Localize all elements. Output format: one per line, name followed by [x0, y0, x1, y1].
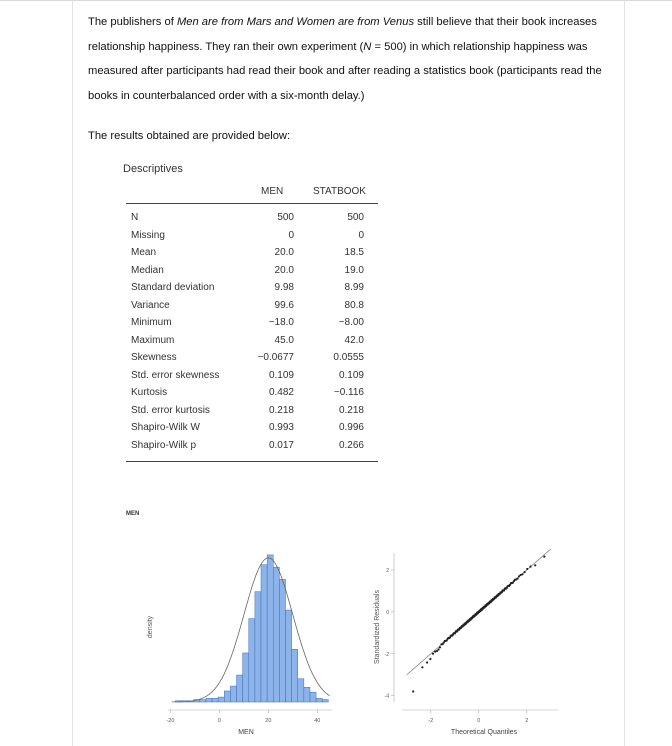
histogram-x-tick-label: 20	[265, 718, 272, 724]
intro-text-1: The publishers of	[88, 16, 177, 28]
statbook-value: −0.116	[333, 387, 364, 398]
histogram-bar	[304, 687, 310, 702]
row-label: Shapiro-Wilk p	[131, 439, 197, 451]
histogram-bar	[285, 610, 291, 702]
qq-point	[434, 651, 436, 653]
qq-y-tick-label: -4	[384, 693, 389, 700]
descriptives-table	[126, 182, 378, 462]
statbook-value: 0.996	[338, 422, 364, 433]
descriptives-title: Descriptives	[123, 163, 183, 175]
table-row	[126, 350, 378, 368]
row-label: Mean	[131, 247, 157, 258]
men-value: −0.0677	[257, 352, 294, 363]
n-symbol: N	[363, 40, 372, 53]
qq-point	[412, 690, 414, 692]
row-label: Std. error skewness	[131, 369, 220, 381]
statbook-value: 18.5	[344, 247, 364, 258]
histogram-bar	[316, 698, 322, 702]
histogram-bar	[255, 592, 261, 702]
histogram-bar	[322, 700, 328, 702]
histogram-bar	[279, 579, 285, 702]
qq-x-tick-label: 2	[525, 718, 529, 724]
histogram-bar	[212, 698, 218, 702]
statbook-value: 0.0555	[333, 352, 364, 363]
row-label: N	[131, 212, 139, 223]
histogram-x-tick-label: 40	[314, 718, 321, 724]
men-value: 20.0	[274, 247, 294, 258]
histogram-bar	[292, 649, 298, 702]
table-row	[126, 403, 378, 421]
men-value: 9.98	[274, 282, 294, 293]
qq-point	[521, 573, 523, 575]
table-row	[126, 438, 378, 456]
qq-point	[524, 571, 526, 573]
qq-point	[439, 646, 441, 648]
histogram-bar	[218, 697, 224, 702]
histogram-bar	[298, 679, 304, 702]
table-row	[126, 385, 378, 403]
table-row	[126, 298, 378, 316]
table-body	[126, 204, 378, 462]
statbook-value: 500	[347, 212, 364, 223]
table-row	[126, 228, 378, 246]
intro-text-3: = 500) in which relationship happiness was measured after participants had read their book and after reading a statistics book (participants read the books in counterbalanced order with a six-month delay.)	[88, 40, 602, 102]
men-value: −18.0	[268, 317, 294, 328]
histogram-bar	[243, 653, 249, 702]
qq-point	[429, 658, 431, 660]
statbook-value: 8.99	[344, 282, 364, 293]
histogram-x-tick-label: 0	[217, 718, 221, 724]
qq-y-tick-label: 0	[386, 609, 389, 616]
histogram-bar	[200, 700, 206, 702]
statbook-value: 0.109	[338, 369, 364, 381]
statbook-value: 80.8	[344, 299, 364, 311]
histogram-bar	[230, 686, 236, 702]
table-row	[126, 315, 378, 333]
intro-text-2: still believe that their book increases relationship happiness. They ran their own experiment (	[88, 16, 597, 53]
men-value: 0.017	[268, 439, 294, 451]
men-value: 45.0	[274, 334, 294, 346]
statbook-value: 0.266	[338, 439, 364, 451]
qq-point	[421, 666, 423, 668]
table-row	[126, 333, 378, 351]
statbook-value: −8.00	[338, 317, 364, 328]
statbook-value: 19.0	[344, 264, 364, 276]
table-header	[126, 182, 378, 204]
results-intro: The results obtained are provided below:	[88, 130, 291, 142]
row-label: Standard deviation	[131, 282, 215, 293]
histogram-x-tick-label: -20	[166, 718, 175, 724]
histogram-chart	[142, 545, 342, 736]
row-label: Skewness	[131, 352, 177, 363]
qq-y-tick-label: 2	[386, 567, 389, 574]
men-value: 0.482	[268, 387, 294, 398]
table-row	[126, 210, 378, 228]
statbook-value: 0	[358, 229, 364, 241]
qq-plot-chart	[368, 545, 568, 736]
qq-point	[534, 564, 536, 566]
men-value: 0.993	[268, 422, 294, 433]
col-header-statbook: STATBOOK	[313, 186, 366, 197]
table-row	[126, 420, 378, 438]
qq-point	[436, 650, 438, 652]
table-row	[126, 368, 378, 386]
row-label: Missing	[131, 229, 165, 241]
row-label: Minimum	[131, 317, 172, 328]
table-row	[126, 245, 378, 263]
table-row	[126, 280, 378, 298]
histogram-bar	[273, 567, 279, 702]
histogram-bar	[206, 698, 212, 702]
qq-xlabel: Theoretical Quantiles	[450, 729, 518, 736]
histogram-bar	[310, 692, 316, 702]
men-value: 99.6	[274, 299, 294, 311]
qq-x-tick-label: -2	[428, 718, 434, 724]
table-row	[126, 263, 378, 281]
statbook-value: 0.218	[338, 404, 364, 416]
col-header-men: MEN	[261, 186, 284, 197]
qq-point	[432, 653, 434, 655]
men-value: 20.0	[274, 264, 294, 276]
histogram-bar	[249, 619, 255, 702]
qq-x-tick-label: 0	[477, 718, 481, 724]
men-value: 0.109	[268, 369, 294, 381]
men-value: 500	[277, 212, 294, 223]
histogram-ylabel: density	[147, 615, 154, 639]
histogram-bar	[261, 565, 267, 702]
qq-point	[426, 661, 428, 663]
qq-point	[543, 556, 545, 558]
qq-point	[529, 566, 531, 568]
book-title: Men are from Mars and Women are from Venus	[176, 16, 415, 28]
row-label: Shapiro-Wilk W	[131, 422, 200, 433]
row-label: Median	[131, 264, 164, 276]
histogram-bar	[237, 675, 243, 702]
histogram-bar	[224, 691, 230, 702]
qq-point	[526, 568, 528, 570]
plots-variable-label: MEN	[126, 511, 140, 517]
intro-paragraph	[88, 10, 628, 108]
histogram-bar	[267, 555, 273, 702]
men-value: 0	[288, 229, 294, 241]
qq-y-tick-label: -2	[384, 651, 389, 658]
row-label: Kurtosis	[131, 387, 168, 398]
row-label: Variance	[131, 299, 170, 311]
row-label: Std. error kurtosis	[131, 404, 210, 416]
qq-point	[520, 574, 522, 576]
qq-point	[438, 648, 440, 650]
qq-ylabel: Standardized Residuals	[374, 590, 381, 664]
histogram-xlabel: MEN	[238, 729, 254, 736]
men-value: 0.218	[268, 404, 294, 416]
row-label: Maximum	[131, 334, 175, 346]
qq-point	[517, 577, 519, 579]
statbook-value: 42.0	[344, 334, 364, 346]
